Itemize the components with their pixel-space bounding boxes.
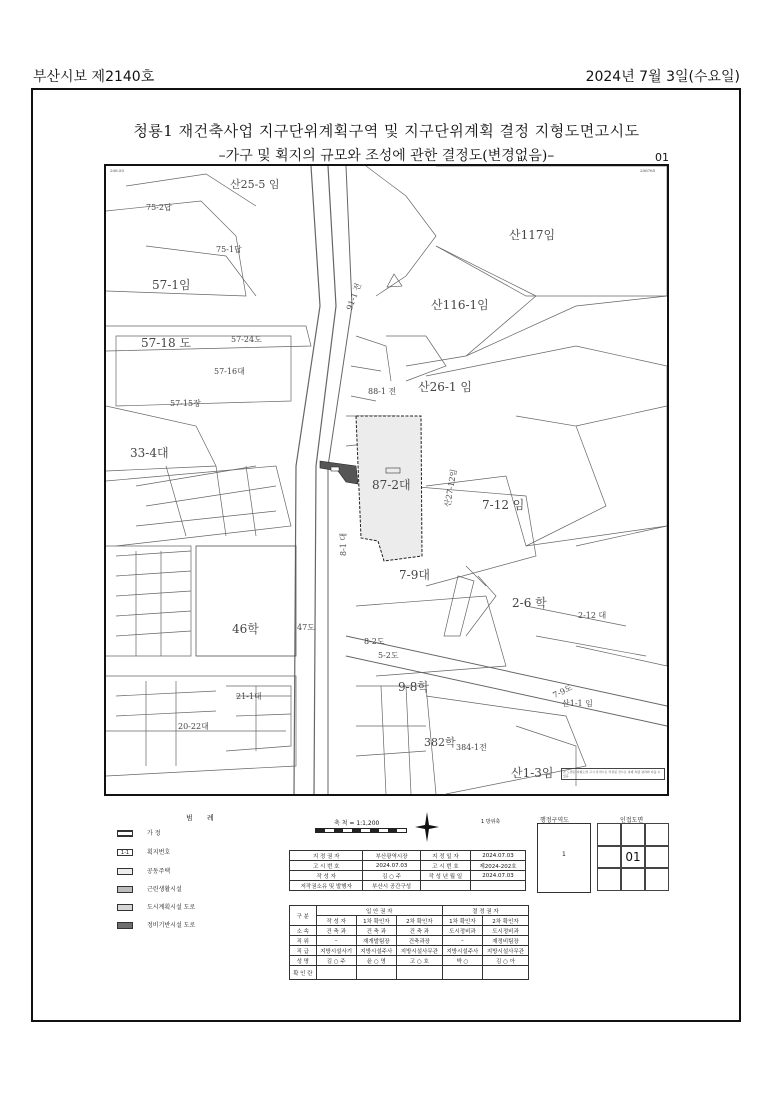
parcel-label: 산27-12임	[442, 468, 459, 508]
cell: 건축과장	[396, 936, 442, 946]
designation-table	[289, 850, 526, 891]
parcel-label: 7-12 임	[482, 498, 525, 512]
legend-item	[117, 828, 161, 838]
scale-bar	[315, 828, 407, 833]
cell: 박 ○	[442, 956, 482, 966]
legend-swatch	[117, 868, 133, 875]
legend-swatch	[117, 886, 133, 893]
cell: 소 속	[290, 926, 317, 936]
cell: 재정비팀장	[483, 936, 529, 946]
cell: –	[442, 936, 482, 946]
cell: 확 인 란	[290, 966, 317, 980]
parcel-label: 57-16대	[214, 367, 245, 376]
index-cell	[621, 868, 645, 891]
legend-item	[117, 866, 170, 876]
cell: 지방시설사기	[316, 946, 356, 956]
parcel-label: 21-1대	[236, 692, 262, 701]
cell: 지 정 일 자	[420, 851, 470, 861]
cell: 지방시설사무관	[396, 946, 442, 956]
legend-label: 정비기반시설 도로	[147, 922, 196, 929]
corner-note: 206.50	[110, 168, 124, 173]
cell: 성 명	[290, 956, 317, 966]
index-cell	[597, 823, 621, 846]
location-map	[537, 823, 591, 893]
legend-label: 획지번호	[147, 849, 171, 856]
legend-label: 근린생활시설	[147, 886, 182, 893]
index-cell	[645, 823, 669, 846]
location-map-title: 행정구역도	[540, 817, 569, 824]
parcel-label: 산1-1 임	[562, 699, 593, 708]
parcel-label: 산25-5 임	[230, 178, 280, 191]
cell: 작 성 자	[290, 871, 363, 881]
cell: 1차 확인자	[356, 916, 396, 926]
cell: 재개발팀장	[356, 936, 396, 946]
parcel-label: 382학	[424, 736, 456, 749]
parcel-label: 57-15장	[170, 399, 201, 408]
cell: 2024.07.03	[471, 851, 526, 861]
cell: 저작권소유 및 발행자	[290, 881, 363, 891]
cell: 김 ○ 아	[483, 956, 529, 966]
cell: 김 ○ 주	[363, 871, 420, 881]
parcel-label: 산26-1 임	[418, 380, 472, 394]
parcel-label: 20-22대	[178, 722, 209, 731]
cell: 김 ○ 주	[316, 956, 356, 966]
location-mark: 1	[562, 851, 566, 858]
index-cell	[597, 846, 621, 869]
legend-item	[117, 920, 195, 930]
map-footnote: 본 도면은 지형도면 고시 목적으로 작성된 것으로 실제 측량 결과와 다를 수 있음	[561, 768, 665, 780]
cell: 2차 확인자	[396, 916, 442, 926]
legend-swatch	[117, 922, 133, 929]
parcel-label: 75-1답	[216, 245, 242, 254]
parcel-label: 46학	[232, 622, 259, 636]
legend-title: 범 례	[186, 814, 220, 822]
parcel-label: 88-1 전	[368, 387, 397, 396]
cell: 지방시설사무관	[483, 946, 529, 956]
parcel-label: 2-6 학	[512, 596, 547, 610]
cell: 2차 확인자	[483, 916, 529, 926]
cell: 윤 ○ 영	[356, 956, 396, 966]
cell: 도시정비과	[442, 926, 482, 936]
parcel-label: 산117임	[509, 228, 556, 242]
publication-date: 2024년 7월 3일(수요일)	[585, 69, 740, 85]
cell: 1차 확인자	[442, 916, 482, 926]
north-arrow-icon	[415, 812, 439, 842]
parcel-label: 8-2도	[364, 637, 385, 646]
parcel-label: 산116-1임	[431, 298, 489, 312]
parcel-label: 91-1 전	[344, 281, 364, 312]
cell: 지 정 권 자	[290, 851, 363, 861]
legend-swatch	[117, 830, 133, 837]
approval-table	[289, 905, 529, 980]
cell: 직 위	[290, 936, 317, 946]
legend-item	[117, 847, 170, 857]
legend-swatch	[117, 904, 133, 911]
cell: 작 성 년 월 일	[420, 871, 470, 881]
scale-note: 1 방위축	[481, 819, 501, 825]
map-subtitle: –가구 및 획지의 규모와 조성에 관한 결정도(변경없음)–	[218, 148, 555, 164]
cell	[420, 881, 470, 891]
publication-title: 부산시보 제2140호	[33, 69, 155, 85]
cell: 도시정비과	[483, 926, 529, 936]
sheet-number: 01	[655, 151, 669, 164]
map-title: 청룡1 재건축사업 지구단위계획구역 및 지구단위계획 결정 지형도면고시도	[133, 122, 640, 140]
adjacent-sheet-index	[597, 823, 669, 891]
parcel-label: 47도	[297, 623, 315, 632]
parcel-label: 9-8학	[398, 680, 429, 694]
index-cell-current: 01	[621, 846, 645, 869]
cell: 고 시 번 호	[420, 861, 470, 871]
corner-note: 206765	[640, 168, 656, 173]
parcel-label: 57-18 도	[141, 336, 192, 350]
index-cell	[645, 868, 669, 891]
parcel-label: 384-1전	[456, 743, 487, 752]
legend-label: 가 정	[147, 830, 161, 837]
cadastral-map[interactable]	[104, 164, 669, 796]
parcel-label-87-2: 87-2대	[372, 478, 411, 492]
cell: 건 축 과	[396, 926, 442, 936]
cell: 부산광역시장	[363, 851, 420, 861]
cell: 직 급	[290, 946, 317, 956]
parcel-label: 75-2답	[146, 203, 172, 212]
parcel-label: 5-2도	[378, 651, 399, 660]
legend-item	[117, 902, 195, 912]
index-cell	[645, 846, 669, 869]
legend-swatch: 1-1	[117, 849, 133, 856]
cell: 2024.07.03	[363, 861, 420, 871]
legend-label: 도시계획시설 도로	[147, 904, 196, 911]
cell: 결 정 권 자	[442, 906, 528, 916]
cell: 지방시설주사	[442, 946, 482, 956]
cell	[471, 881, 526, 891]
cell: 고 시 번 호	[290, 861, 363, 871]
parcel-label: 33-4대	[130, 446, 169, 460]
cell: 제2024-202호	[471, 861, 526, 871]
parcel-label: 7-9도	[551, 683, 574, 701]
legend-item	[117, 884, 182, 894]
cell: 건 축 과	[356, 926, 396, 936]
parcel-label: 산1-3임	[511, 766, 554, 780]
cell: 지방시설주사	[356, 946, 396, 956]
scale-label: 축 척 = 1:1,200	[334, 820, 380, 827]
index-map-title: 인접도면	[620, 817, 644, 824]
cell: 부산시 공간구성	[363, 881, 420, 891]
legend-label: 공동주택	[147, 868, 171, 875]
index-cell	[621, 823, 645, 846]
cell: 작 성 자	[316, 916, 356, 926]
cell: 구 분	[290, 906, 317, 926]
index-cell	[597, 868, 621, 891]
cell: 건 축 과	[316, 926, 356, 936]
parcel-label: 7-9대	[399, 568, 430, 582]
cell: 고 ○ 호	[396, 956, 442, 966]
parcel-label: 8-1 대	[339, 532, 348, 556]
parcel-label: 2-12 대	[578, 611, 607, 620]
cell: 2024.07.03	[471, 871, 526, 881]
parcel-label: 57-24도	[231, 335, 262, 344]
parcel-label: 57-1임	[152, 278, 191, 292]
cell: –	[316, 936, 356, 946]
cell: 입 안 권 자	[316, 906, 442, 916]
